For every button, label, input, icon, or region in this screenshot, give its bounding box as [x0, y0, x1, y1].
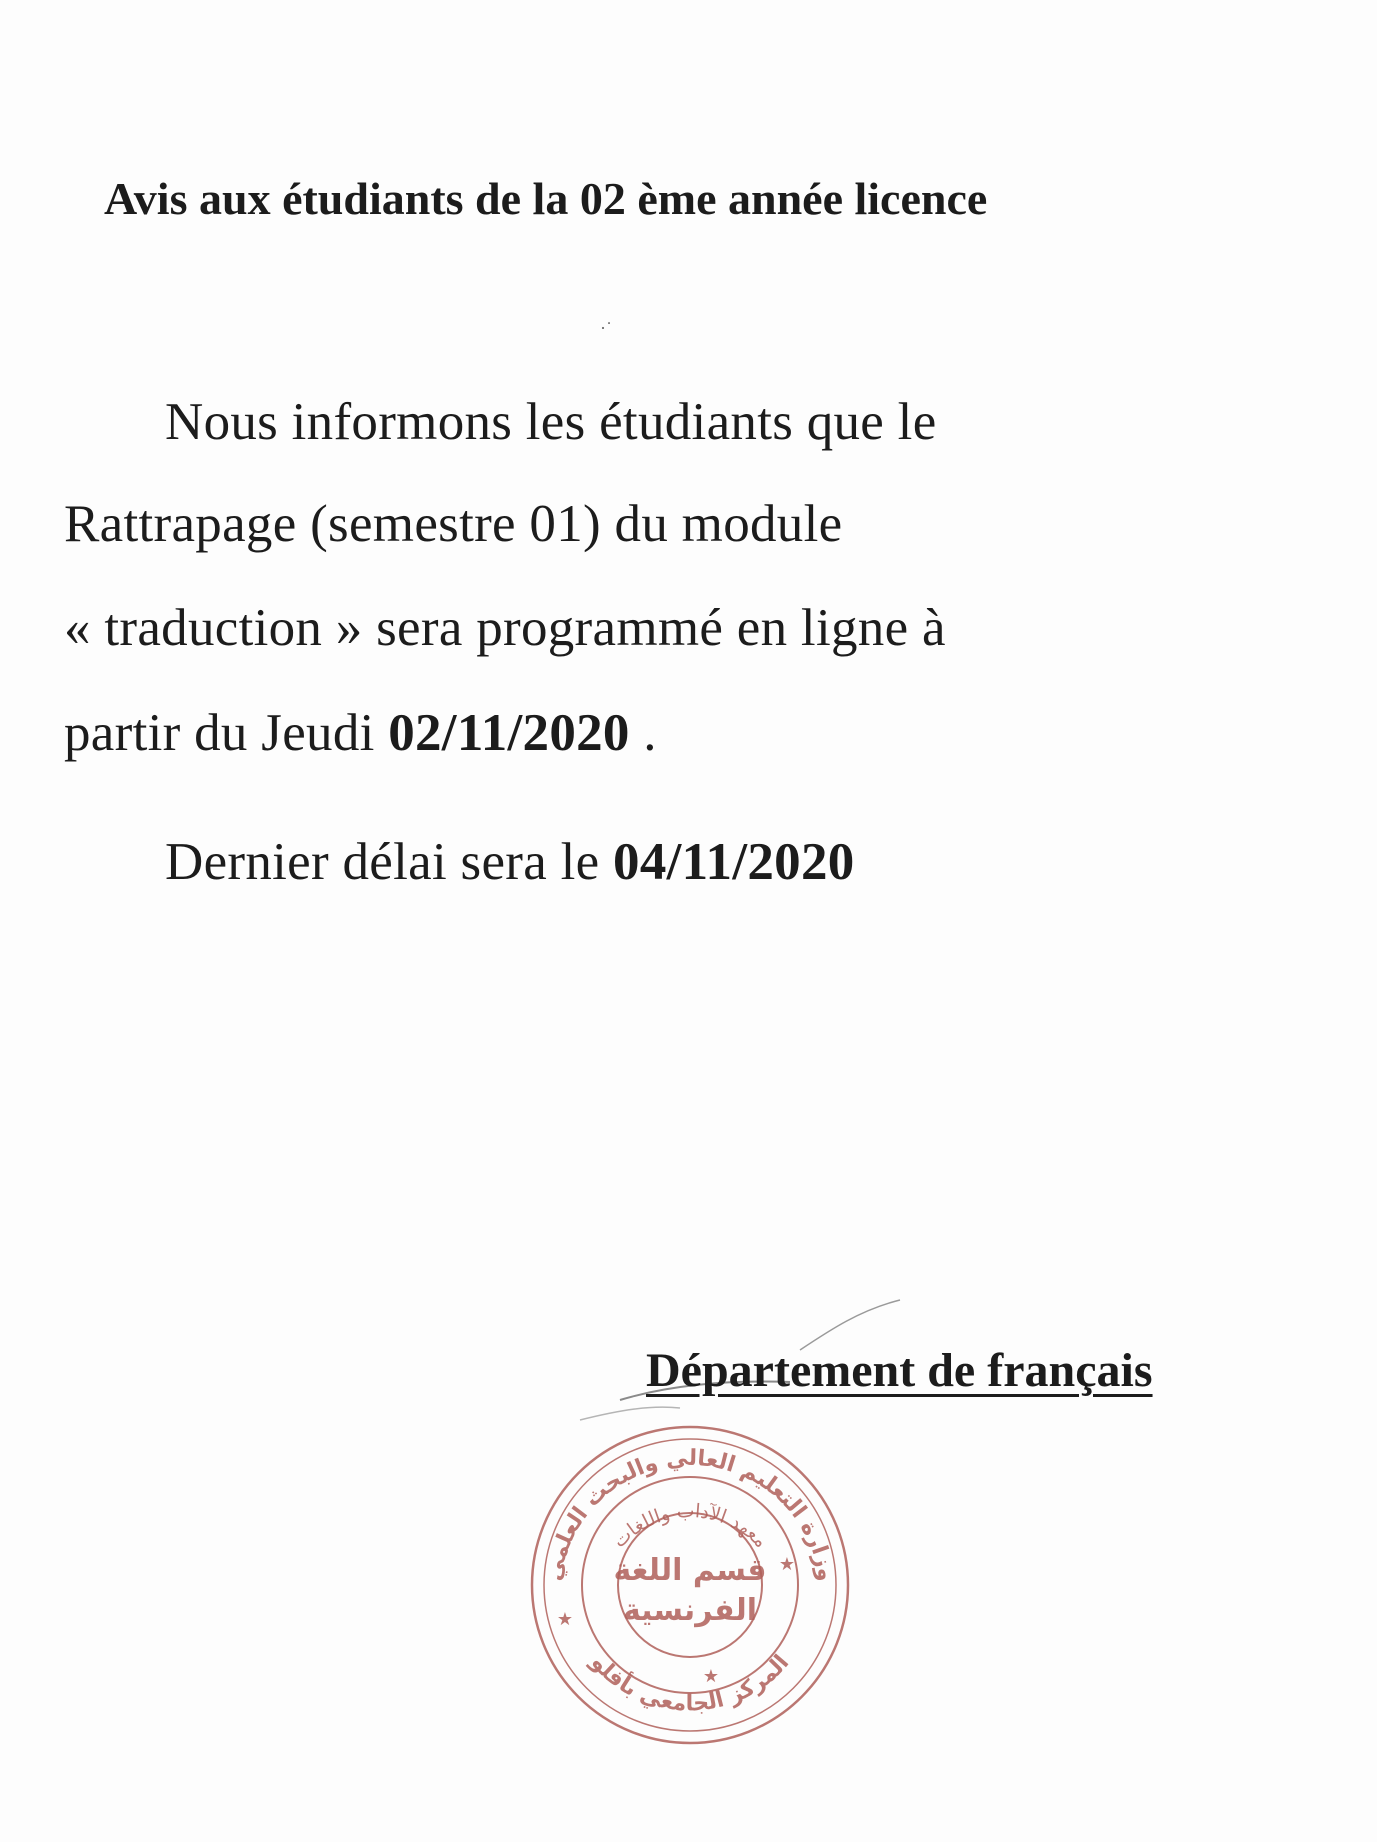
- svg-text:★: ★: [778, 1554, 796, 1575]
- svg-text:وزارة التعليم العالي والبحث ال: وزارة التعليم العالي والبحث العلمي: [541, 1445, 839, 1583]
- notice-title: Avis aux étudiants de la 02 ème année licence: [104, 173, 988, 224]
- deadline-prefix: Dernier délai sera le: [165, 833, 614, 891]
- department-signature: Département de français: [646, 1344, 1153, 1397]
- svg-text:قسم اللغة: قسم اللغة: [613, 1553, 767, 1588]
- paragraph-line-3: « traduction » sera programmé en ligne à: [64, 599, 946, 657]
- svg-text:الفرنسية: الفرنسية: [622, 1593, 758, 1628]
- start-date: 02/11/2020: [388, 704, 630, 762]
- paragraph-line-2: Rattrapage (semestre 01) du module: [64, 495, 843, 553]
- svg-text:★: ★: [556, 1609, 574, 1630]
- department-seal: [525, 1420, 855, 1750]
- svg-text:معهد الآداب واللغات: معهد الآداب واللغات: [608, 1499, 772, 1553]
- svg-text:المركز الجامعي بأفلو: المركز الجامعي بأفلو: [585, 1650, 795, 1717]
- deadline-line: [165, 832, 855, 892]
- paragraph-line-1: Nous informons les étudiants que le: [165, 393, 937, 451]
- scan-speck: ·˙: [600, 318, 612, 338]
- paragraph-line-4-suffix: .: [629, 704, 657, 762]
- paragraph-line-4: [64, 703, 657, 763]
- paragraph-line-4-prefix: partir du Jeudi: [64, 704, 389, 762]
- svg-text:★: ★: [702, 1666, 720, 1687]
- deadline-date: 04/11/2020: [613, 833, 855, 891]
